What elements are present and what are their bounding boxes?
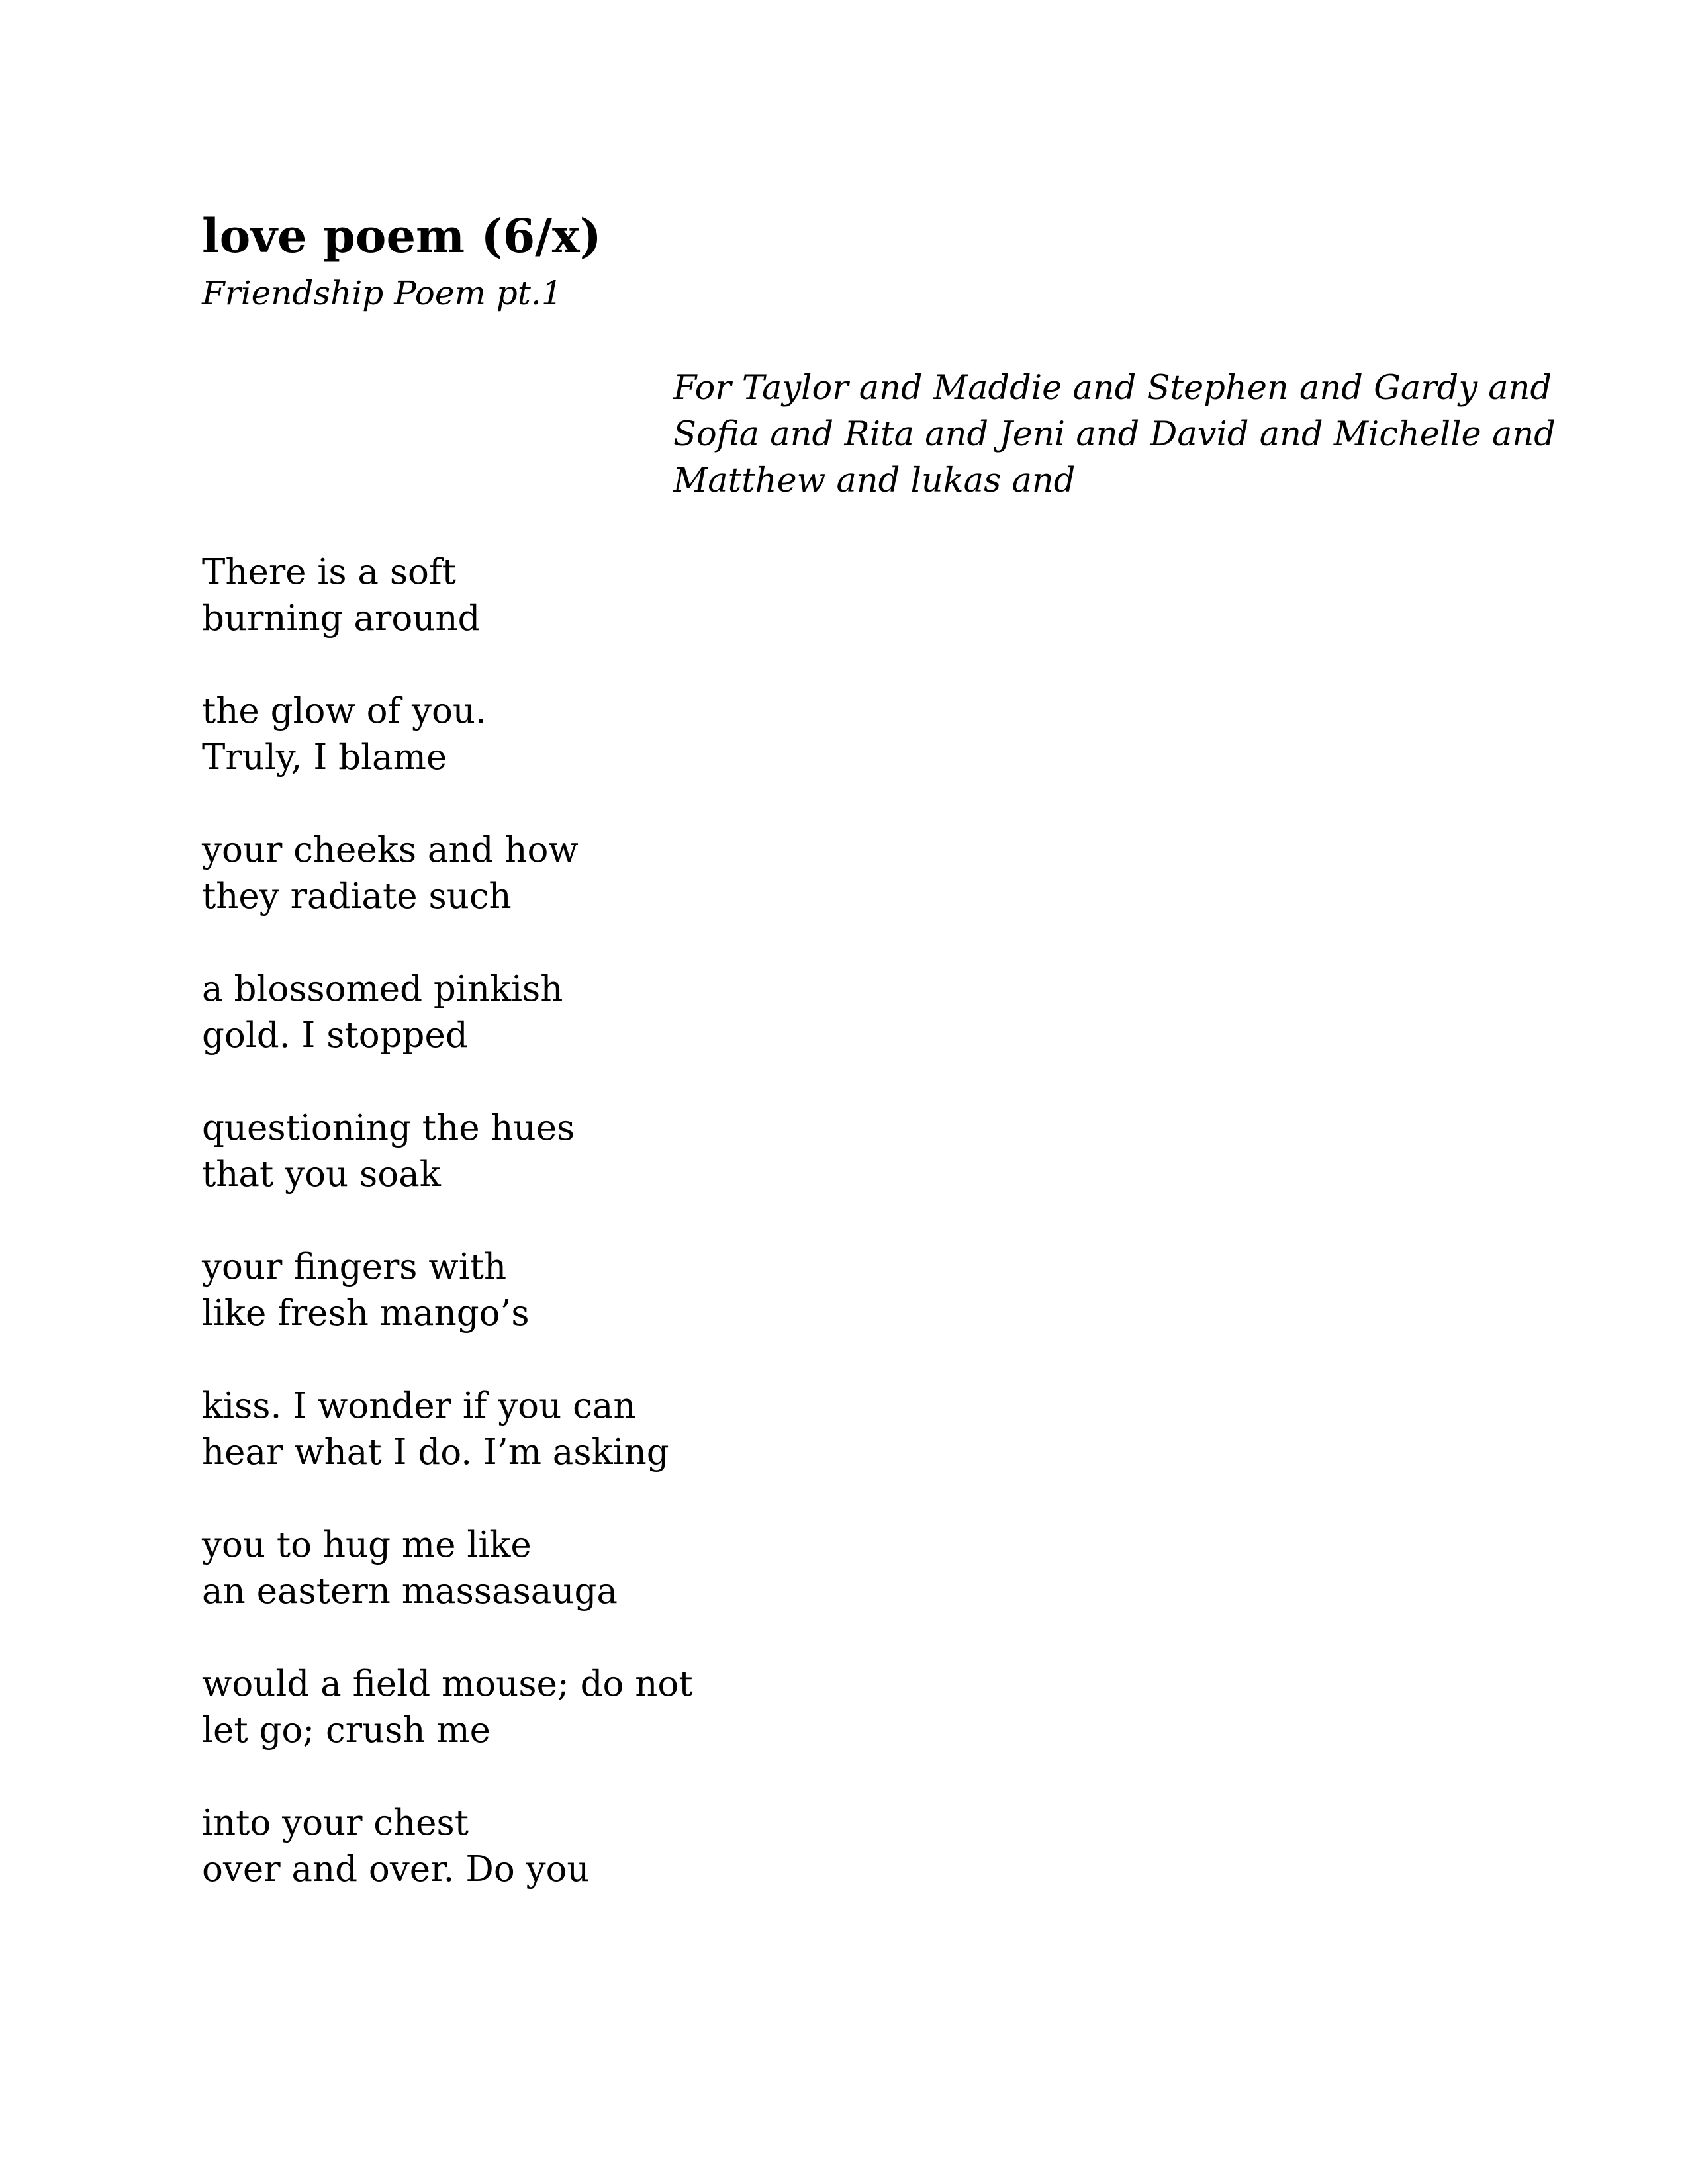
poem-line: gold. I stopped: [202, 1015, 468, 1056]
poem-line: they radiate such: [202, 876, 512, 917]
poem-title: love poem (6/x): [202, 208, 602, 263]
stanza: [202, 1105, 693, 1198]
poem-line: There is a soft: [202, 552, 456, 592]
poem-line: over and over. Do you: [202, 1849, 590, 1889]
stanza: [202, 966, 693, 1059]
dedication-line: Matthew and lukas and: [673, 461, 1076, 500]
poem-line: your fingers with: [202, 1247, 507, 1287]
poem-body: [202, 549, 693, 1939]
dedication-line: For Taylor and Maddie and Stephen and Gardy and: [673, 369, 1552, 408]
poem-line: your cheeks and how: [202, 830, 579, 870]
stanza: [202, 549, 693, 642]
stanza: [202, 1383, 693, 1476]
poem-line: into your chest: [202, 1803, 469, 1843]
poem-line: Truly, I blame: [202, 737, 447, 778]
poem-line: let go; crush me: [202, 1710, 491, 1751]
poem-subtitle: Friendship Poem pt.1: [202, 274, 563, 312]
poem-line: questioning the hues: [202, 1108, 575, 1148]
stanza: [202, 1661, 693, 1754]
stanza: [202, 1522, 693, 1615]
stanza: [202, 1244, 693, 1337]
stanza: [202, 1800, 693, 1893]
poem-line: the glow of you.: [202, 691, 487, 731]
poem-line: that you soak: [202, 1154, 441, 1195]
poem-line: kiss. I wonder if you can: [202, 1386, 636, 1426]
stanza: [202, 688, 693, 781]
poem-line: a blossomed pinkish: [202, 969, 563, 1009]
stanza: [202, 827, 693, 920]
poem-line: would a field mouse; do not: [202, 1664, 693, 1704]
poem-line: burning around: [202, 598, 481, 639]
poem-line: you to hug me like: [202, 1525, 532, 1565]
poem-line: an eastern massasauga: [202, 1571, 618, 1612]
dedication: [673, 365, 1633, 504]
poem-line: like fresh mango’s: [202, 1293, 530, 1334]
dedication-line: Sofia and Rita and Jeni and David and Michelle and: [673, 415, 1556, 454]
poem-line: hear what I do. I’m asking: [202, 1432, 669, 1473]
